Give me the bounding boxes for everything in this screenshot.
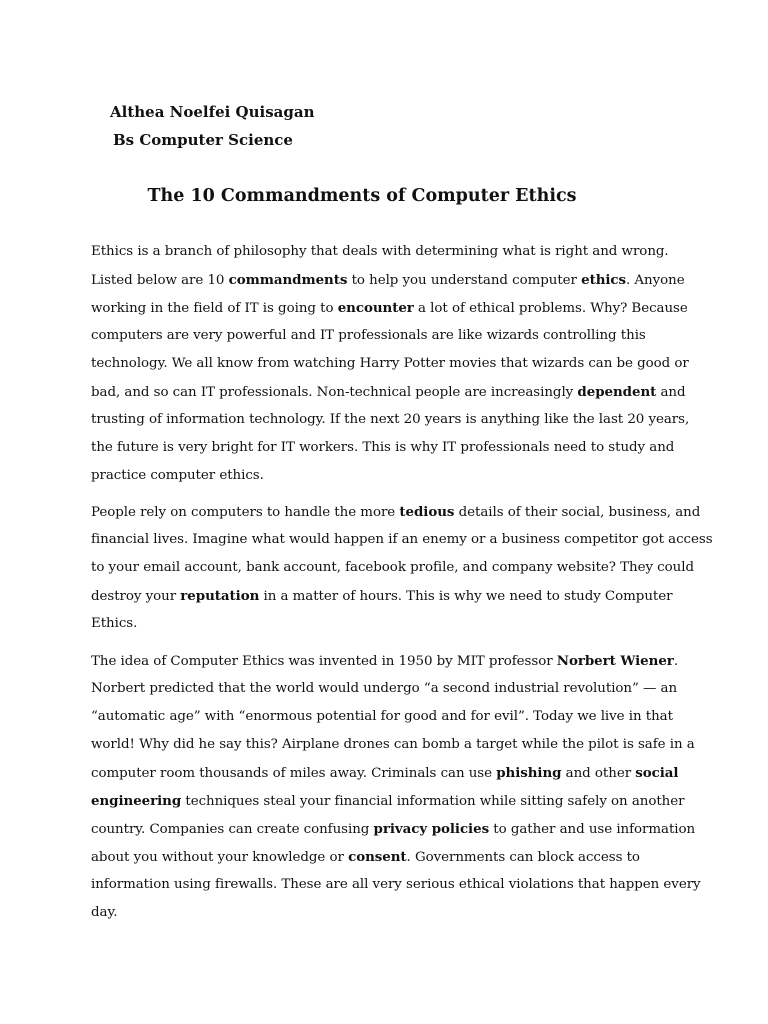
text-run: . Anyone bbox=[626, 273, 685, 288]
author-name: Althea Noelfei Quisagan bbox=[110, 103, 315, 121]
text-line bbox=[91, 731, 695, 759]
text-run: Ethics. bbox=[91, 616, 138, 631]
text-run: trusting of information technology. If the next 20 years is anything like the last 20 years, bbox=[91, 412, 690, 427]
paragraph bbox=[91, 647, 701, 927]
paragraph bbox=[91, 238, 691, 490]
bold-term: Norbert Wiener bbox=[556, 653, 674, 669]
text-run: about you without your knowledge or bbox=[91, 850, 349, 865]
text-run: techniques steal your financial information while sitting safely on another bbox=[181, 794, 685, 809]
text-line bbox=[91, 759, 691, 787]
bold-term: privacy policies bbox=[373, 821, 490, 837]
text-run: People rely on computers to handle the more bbox=[91, 505, 400, 520]
text-line bbox=[91, 238, 691, 266]
text-run: Ethics is a branch of philosophy that deals with determining what is right and wrong. bbox=[91, 244, 669, 259]
document-title: The 10 Commandments of Computer Ethics bbox=[147, 186, 577, 206]
bold-term: ethics bbox=[581, 272, 627, 288]
text-line bbox=[91, 322, 691, 350]
text-line bbox=[91, 899, 691, 927]
text-line bbox=[91, 582, 691, 610]
text-run: the future is very bright for IT workers. This is why IT professionals need to study and bbox=[91, 440, 675, 455]
text-run: . bbox=[673, 654, 679, 669]
text-line bbox=[91, 498, 701, 526]
paragraph bbox=[91, 498, 713, 638]
text-run: Norbert predicted that the world would undergo “a second industrial revolution” — an bbox=[91, 681, 678, 696]
text-run: to gather and use information bbox=[489, 822, 696, 837]
text-run: computer room thousands of miles away. Criminals can use bbox=[91, 766, 497, 781]
text-line bbox=[91, 434, 691, 462]
text-line bbox=[91, 378, 691, 406]
text-run: The idea of Computer Ethics was invented in 1950 by MIT professor bbox=[91, 654, 557, 669]
text-run: computers are very powerful and IT professionals are like wizards controlling this bbox=[91, 328, 646, 343]
text-run: destroy your bbox=[91, 589, 181, 604]
bold-term: dependent bbox=[577, 384, 657, 400]
text-run: and other bbox=[561, 766, 636, 781]
text-run: details of their social, business, and bbox=[454, 505, 701, 520]
text-run: technology. We all know from watching Harry Potter movies that wizards can be good or bbox=[91, 356, 689, 371]
text-run: . Governments can block access to bbox=[406, 850, 640, 865]
text-line bbox=[91, 554, 694, 582]
bold-term: engineering bbox=[91, 793, 182, 809]
text-line bbox=[91, 526, 713, 554]
text-line bbox=[91, 266, 691, 294]
text-run: financial lives. Imagine what would happen if an enemy or a business competitor got access bbox=[91, 532, 713, 547]
text-run: to help you understand computer bbox=[347, 273, 582, 288]
bold-term: reputation bbox=[180, 588, 260, 604]
text-line bbox=[91, 843, 691, 871]
text-line bbox=[91, 350, 691, 378]
bold-term: phishing bbox=[496, 765, 562, 781]
text-run: a lot of ethical problems. Why? Because bbox=[413, 301, 688, 316]
bold-term: tedious bbox=[399, 504, 455, 520]
text-line bbox=[91, 871, 701, 899]
text-line bbox=[91, 406, 691, 434]
text-run: bad, and so can IT professionals. Non-technical people are increasingly bbox=[91, 385, 578, 400]
text-run: to your email account, bank account, facebook profile, and company website? They could bbox=[91, 560, 694, 575]
text-line bbox=[91, 294, 691, 322]
text-run: Listed below are 10 bbox=[91, 273, 229, 288]
text-line bbox=[91, 675, 691, 703]
text-run: and bbox=[656, 385, 686, 400]
author-course: Bs Computer Science bbox=[113, 131, 293, 149]
bold-term: encounter bbox=[337, 300, 414, 316]
bold-term: consent bbox=[348, 849, 407, 865]
bold-term: social bbox=[635, 765, 679, 781]
text-line bbox=[91, 703, 691, 731]
text-line bbox=[91, 815, 696, 843]
text-line bbox=[91, 462, 691, 490]
text-line bbox=[91, 610, 691, 638]
text-line bbox=[91, 647, 691, 675]
text-run: practice computer ethics. bbox=[91, 468, 264, 483]
text-line bbox=[91, 787, 691, 815]
text-run: working in the field of IT is going to bbox=[91, 301, 338, 316]
text-run: day. bbox=[91, 905, 118, 920]
text-run: country. Companies can create confusing bbox=[91, 822, 374, 837]
text-run: “automatic age” with “enormous potential for good and for evil”. Today we live in that bbox=[91, 709, 673, 724]
text-run: in a matter of hours. This is why we need to study Computer bbox=[259, 589, 673, 604]
bold-term: commandments bbox=[228, 272, 348, 288]
text-run: information using firewalls. These are all very serious ethical violations that happen every bbox=[91, 877, 701, 892]
text-run: world! Why did he say this? Airplane drones can bomb a target while the pilot is safe in a bbox=[91, 737, 695, 752]
